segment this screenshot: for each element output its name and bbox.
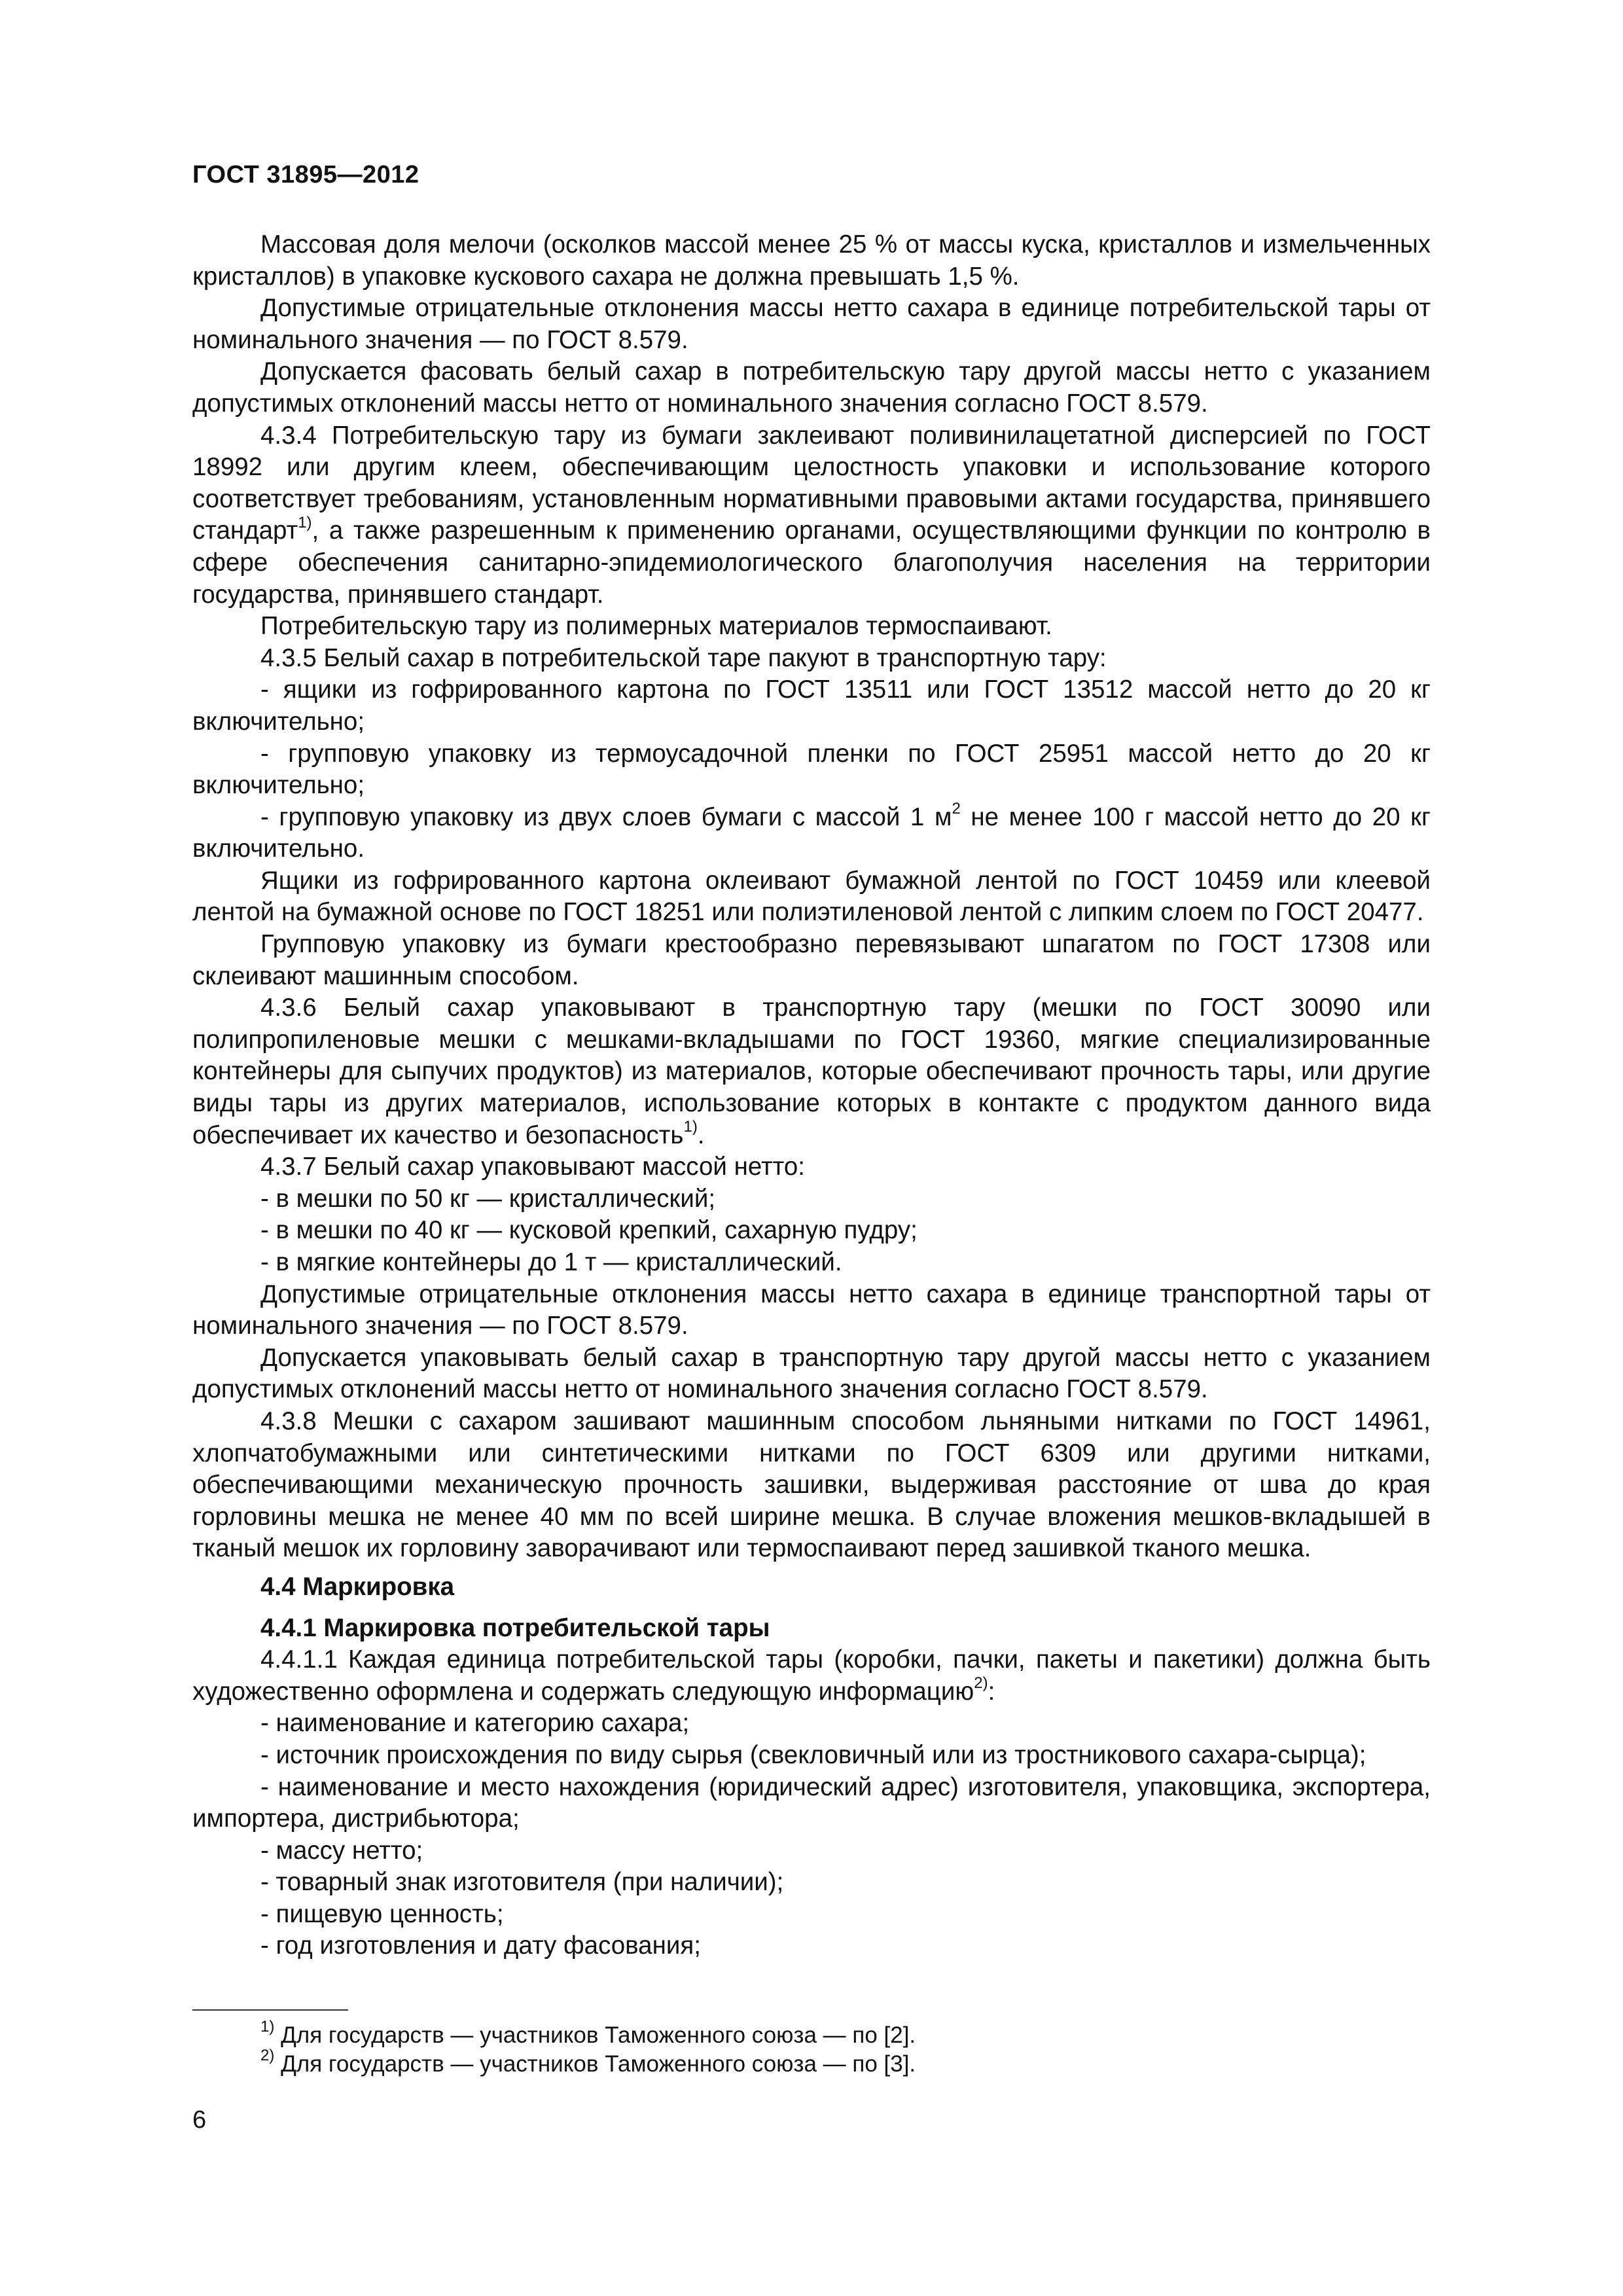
paragraph: Групповую упаковку из бумаги крестообразно перевязывают шпагатом по ГОСТ 17308 или склеивают машинным способом. <box>192 930 1431 990</box>
page-number: 6 <box>192 2106 207 2134</box>
footnote-ref: 1) <box>298 513 312 531</box>
clause-text: , а также разрешенным к применению органами, осуществляющими функции по контролю в сфере обеспечения санитарно-эпидемиологического благополучия населения на территории государства, принявшего стандарт. <box>192 516 1431 609</box>
clause-4-3-8: 4.3.8 Мешки с сахаром зашивают машинным способом льняными нитками по ГОСТ 14961, хлопчатобумажными или синтетическими нитками по ГОСТ 6309 или другими нитками, обеспечивающими механическую прочность зашивки, выдерживая расстояние от шва до края горловины мешка не менее 40 мм по всей ширине мешка. В случае вложения мешков-вкладышей в тканый мешок их горловину заворачивают или термоспаивают перед зашивкой тканого мешка. <box>192 1407 1431 1563</box>
clause-text: . <box>697 1121 705 1149</box>
footnote <box>192 2018 1431 2050</box>
clause-4-3-4 <box>192 420 1431 611</box>
footnote-mark: 1) <box>260 2018 275 2036</box>
paragraph: Допустимые отрицательные отклонения массы нетто сахара в единице потребительской тары от номинального значения — по ГОСТ 8.579. <box>192 294 1431 354</box>
paragraph: Потребительскую тару из полимерных материалов термоспаивают. <box>260 612 1052 641</box>
list-item: - пищевую ценность; <box>260 1899 504 1928</box>
section-heading-4-4: 4.4 Маркировка <box>260 1572 455 1601</box>
clause-4-3-7: 4.3.7 Белый сахар упаковывают массой нетто: <box>260 1153 805 1181</box>
clause-text: 4.4.1.1 Каждая единица потребительской тары (коробки, пачки, пакеты и пакетики) должна быть художественно оформлена и содержать следующую информацию <box>192 1645 1431 1706</box>
superscript: 2 <box>952 799 961 817</box>
paragraph: Массовая доля мелочи (осколков массой менее 25 % от массы куска, кристаллов и измельченных кристаллов) в упаковке кускового сахара не должна превышать 1,5 %. <box>192 230 1431 291</box>
clause-text: 4.3.6 Белый сахар упаковывают в транспортную тару (мешки по ГОСТ 30090 или полипропиленовые мешки с мешками-вкладышами по ГОСТ 19360, мягкие специализированные контейнеры для сыпучих продуктов) из материалов, которые обеспечивают прочность тары, или другие виды тары из других материалов, использование которых в контакте с продуктом данного вида обеспечивает их качество и безопасность <box>192 994 1431 1149</box>
list-item: - источник происхождения по виду сырья (свекловичный или из тростникового сахара-сырца); <box>260 1740 1366 1769</box>
list-item: - групповую упаковку из термоусадочной пленки по ГОСТ 25951 массой нетто до 20 кг включительно; <box>192 739 1431 800</box>
list-item: - год изготовления и дату фасования; <box>260 1931 701 1960</box>
clause-4-4-1-1 <box>192 1644 1431 1708</box>
footnote-divider <box>192 2009 348 2011</box>
clause-text: 4.3.4 Потребительскую тару из бумаги заклеивают поливинилацетатной дисперсией по ГОСТ 18992 или другим клеем, обеспечивающим целостность упаковки и использование которого соответствует требованиям, установленным нормативными правовыми актами государства, принявшего стандарт <box>192 421 1431 545</box>
paragraph: Допускается фасовать белый сахар в потребительскую тару другой массы нетто с указанием допустимых отклонений массы нетто от номинального значения согласно ГОСТ 8.579. <box>192 357 1431 418</box>
clause-4-3-5: 4.3.5 Белый сахар в потребительской таре пакуют в транспортную тару: <box>260 643 1107 672</box>
list-item-text: не менее 100 г массой нетто до 20 кг включительно. <box>192 802 1431 863</box>
list-item: - товарный знак изготовителя (при наличии); <box>260 1868 784 1897</box>
document-body <box>192 229 1431 1962</box>
footnote-ref: 1) <box>683 1117 698 1136</box>
clause-text: : <box>988 1677 995 1706</box>
footnote-text: Для государств — участников Таможенного союза — по [3]. <box>281 2051 916 2077</box>
footnotes <box>192 2018 1431 2079</box>
footnote-ref: 2) <box>974 1674 988 1692</box>
clause-4-3-6 <box>192 992 1431 1151</box>
footnote-text: Для государств — участников Таможенного союза — по [2]. <box>281 2022 916 2048</box>
list-item: - ящики из гофрированного картона по ГОСТ 13511 или ГОСТ 13512 массой нетто до 20 кг включительно; <box>192 675 1431 736</box>
list-item-text: - групповую упаковку из двух слоев бумаги с массой 1 м <box>260 802 952 831</box>
paragraph: Ящики из гофрированного картона оклеивают бумажной лентой по ГОСТ 10459 или клеевой лентой на бумажной основе по ГОСТ 18251 или полиэтиленовой лентой с липким слоем по ГОСТ 20477. <box>192 866 1431 927</box>
list-item: - массу нетто; <box>260 1836 423 1865</box>
list-item: - в мешки по 40 кг — кусковой крепкий, сахарную пудру; <box>260 1216 918 1245</box>
list-item: - наименование и место нахождения (юридический адрес) изготовителя, упаковщика, экспортера, импортера, дистрибьютора; <box>192 1772 1431 1833</box>
paragraph: Допустимые отрицательные отклонения массы нетто сахара в единице транспортной тары от номинального значения — по ГОСТ 8.579. <box>192 1280 1431 1340</box>
document-header: ГОСТ 31895—2012 <box>192 161 419 188</box>
paragraph: Допускается упаковывать белый сахар в транспортную тару другой массы нетто с указанием допустимых отклонений массы нетто от номинального значения согласно ГОСТ 8.579. <box>192 1343 1431 1404</box>
footnote <box>192 2047 1431 2079</box>
list-item: - в мягкие контейнеры до 1 т — кристаллический. <box>260 1248 842 1276</box>
list-item: - наименование и категорию сахара; <box>260 1709 690 1738</box>
list-item: - в мешки по 50 кг — кристаллический; <box>260 1184 716 1213</box>
subsection-heading-4-4-1: 4.4.1 Маркировка потребительской тары <box>260 1613 770 1642</box>
list-item <box>192 799 1431 865</box>
footnote-mark: 2) <box>260 2047 275 2065</box>
